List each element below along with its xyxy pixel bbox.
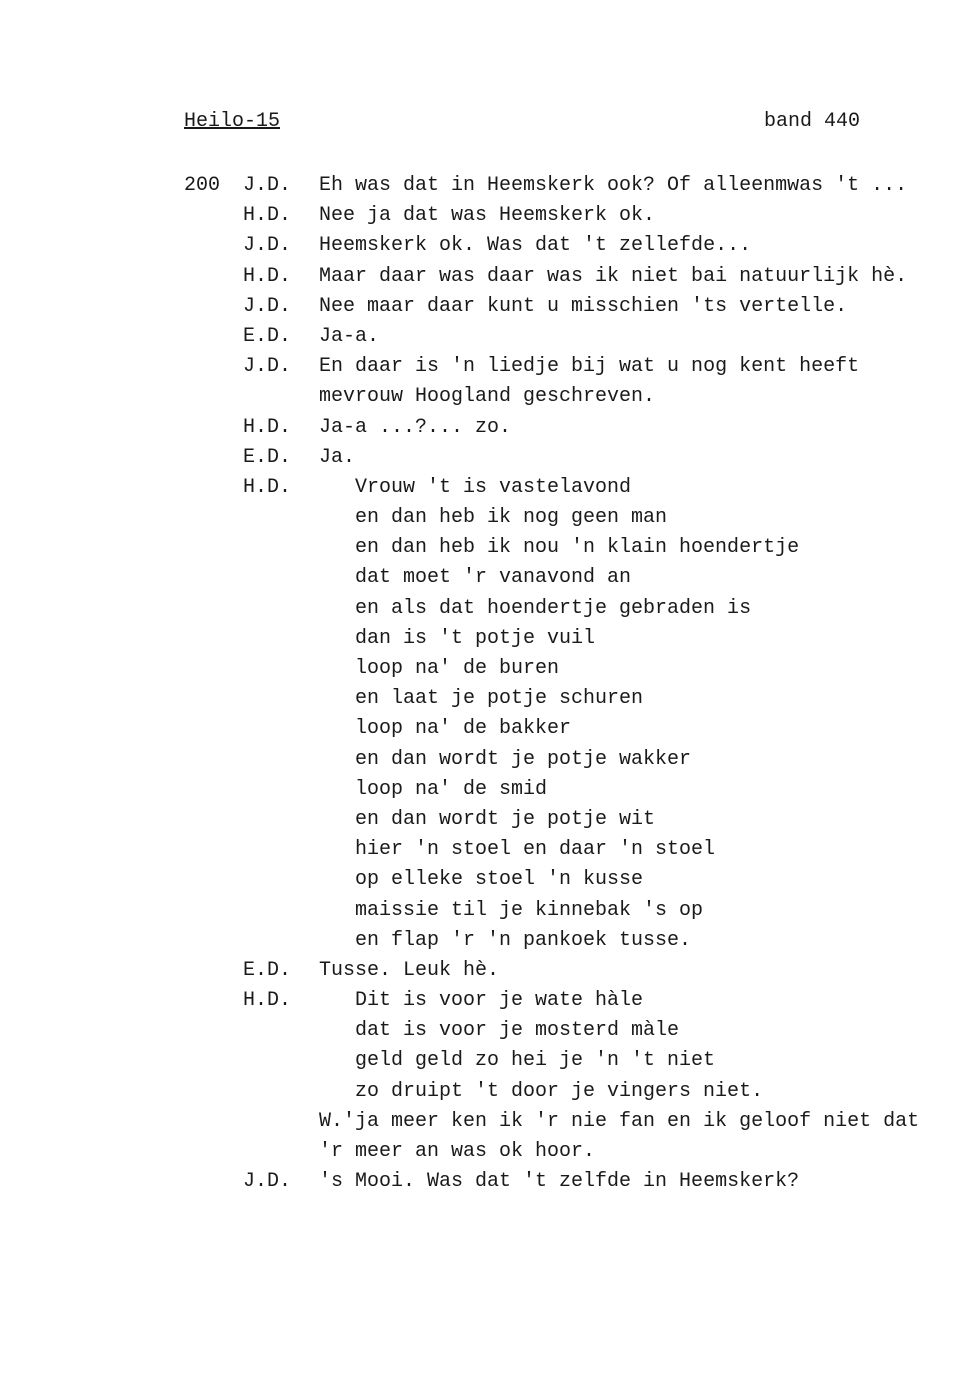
speaker-label: J.D. — [243, 355, 292, 379]
song-verse-text: en laat je potje schuren — [355, 687, 644, 711]
transcript-line — [0, 292, 973, 322]
dialogue-text: En daar is 'n liedje bij wat u nog kent heeft — [319, 355, 860, 379]
song-verse-text: zo druipt 't door je vingers niet. — [355, 1079, 764, 1103]
transcript-line — [0, 1077, 973, 1107]
transcript-line — [0, 473, 973, 503]
tape-label: band 440 — [764, 110, 861, 133]
transcript-line — [0, 714, 973, 744]
song-verse-text: geld geld zo hei je 'n 't niet — [355, 1049, 716, 1073]
dialogue-text: Ja-a. — [319, 324, 380, 348]
transcript-line — [0, 443, 973, 473]
speaker-label: H.D. — [243, 264, 292, 288]
song-verse-text: loop na' de buren — [355, 657, 560, 680]
song-verse-text: loop na' de smid — [355, 777, 548, 801]
transcript-line — [0, 865, 973, 895]
song-verse-text: maissie til je kinnebak 's op — [355, 898, 704, 922]
song-verse-text: dat moet 'r vanavond an — [355, 566, 632, 590]
transcript-line — [0, 745, 973, 775]
transcript-line — [0, 956, 973, 986]
transcript-line — [0, 413, 973, 443]
transcript-line — [0, 654, 973, 684]
transcript-line — [0, 594, 973, 624]
dialogue-text: Heemskerk ok. Was dat 't zellefde... — [319, 234, 752, 258]
speaker-label: E.D. — [243, 445, 292, 469]
dialogue-text: mevrouw Hoogland geschreven. — [319, 385, 656, 409]
dialogue-text: Maar daar was daar was ik niet bai natuurlijk hè. — [319, 264, 908, 288]
transcript-line — [0, 1137, 973, 1167]
dialogue-text: Eh was dat in Heemskerk ook? Of alleenmwas 't ... — [319, 174, 908, 197]
transcript-line — [0, 805, 973, 835]
speaker-label: J.D. — [243, 294, 292, 318]
dialogue-text: Nee ja dat was Heemskerk ok. — [319, 204, 656, 228]
song-verse-text: dat is voor je mosterd màle — [355, 1019, 680, 1043]
dialogue-text: 's Mooi. Was dat 't zelfde in Heemskerk? — [319, 1170, 800, 1194]
song-verse-text: loop na' de bakker — [355, 717, 572, 741]
transcript-line — [0, 684, 973, 714]
transcript-line — [0, 1016, 973, 1046]
song-verse-text: hier 'n stoel en daar 'n stoel — [355, 838, 716, 862]
transcript-line — [0, 171, 973, 201]
song-verse-text: dan is 't potje vuil — [355, 626, 596, 650]
dialogue-text: Tusse. Leuk hè. — [319, 958, 500, 982]
song-verse-text: en dan heb ik nou 'n klain hoendertje — [355, 536, 800, 560]
transcript-line — [0, 986, 973, 1016]
speaker-label: H.D. — [243, 989, 292, 1013]
speaker-label: H.D. — [243, 204, 292, 228]
song-verse-text: en flap 'r 'n pankoek tusse. — [355, 928, 692, 952]
song-verse-text: en dan heb ik nog geen man — [355, 506, 668, 530]
transcript-line — [0, 322, 973, 352]
transcript-line — [0, 262, 973, 292]
speaker-label: E.D. — [243, 958, 292, 982]
page-id: Heilo-15 — [184, 110, 281, 133]
transcript-line — [0, 1167, 973, 1197]
transcript-line — [0, 231, 973, 261]
speaker-label: J.D. — [243, 1170, 292, 1194]
dialogue-text: W.'ja meer ken ik 'r nie fan en ik geloof niet dat — [319, 1109, 920, 1133]
dialogue-text: Ja. — [319, 445, 356, 469]
transcript-line — [0, 835, 973, 865]
transcript-line — [0, 1046, 973, 1076]
transcript-line — [0, 533, 973, 563]
song-verse-text: en dan wordt je potje wit — [355, 807, 656, 831]
transcript-line — [0, 563, 973, 593]
speaker-label: E.D. — [243, 324, 292, 348]
transcript-line — [0, 1107, 973, 1137]
transcript-line — [0, 201, 973, 231]
song-verse-text: Dit is voor je wate hàle — [355, 989, 644, 1013]
transcript-line — [0, 896, 973, 926]
line-number: 200 — [184, 174, 221, 197]
transcript — [0, 171, 973, 1197]
transcript-line — [0, 382, 973, 412]
transcript-line — [0, 503, 973, 533]
song-verse-text: en dan wordt je potje wakker — [355, 747, 692, 771]
dialogue-text: Nee maar daar kunt u misschien 'ts vertelle. — [319, 294, 848, 318]
speaker-label: H.D. — [243, 475, 292, 499]
speaker-label: J.D. — [243, 234, 292, 258]
dialogue-text: 'r meer an was ok hoor. — [319, 1140, 596, 1163]
song-verse-text: op elleke stoel 'n kusse — [355, 868, 644, 892]
transcript-line — [0, 352, 973, 382]
song-verse-text: en als dat hoendertje gebraden is — [355, 596, 752, 620]
transcript-line — [0, 624, 973, 654]
transcript-line — [0, 775, 973, 805]
speaker-label: J.D. — [243, 174, 292, 197]
speaker-label: H.D. — [243, 415, 292, 439]
song-verse-text: Vrouw 't is vastelavond — [355, 475, 632, 499]
dialogue-text: Ja-a ...?... zo. — [319, 415, 512, 439]
transcript-line — [0, 926, 973, 956]
